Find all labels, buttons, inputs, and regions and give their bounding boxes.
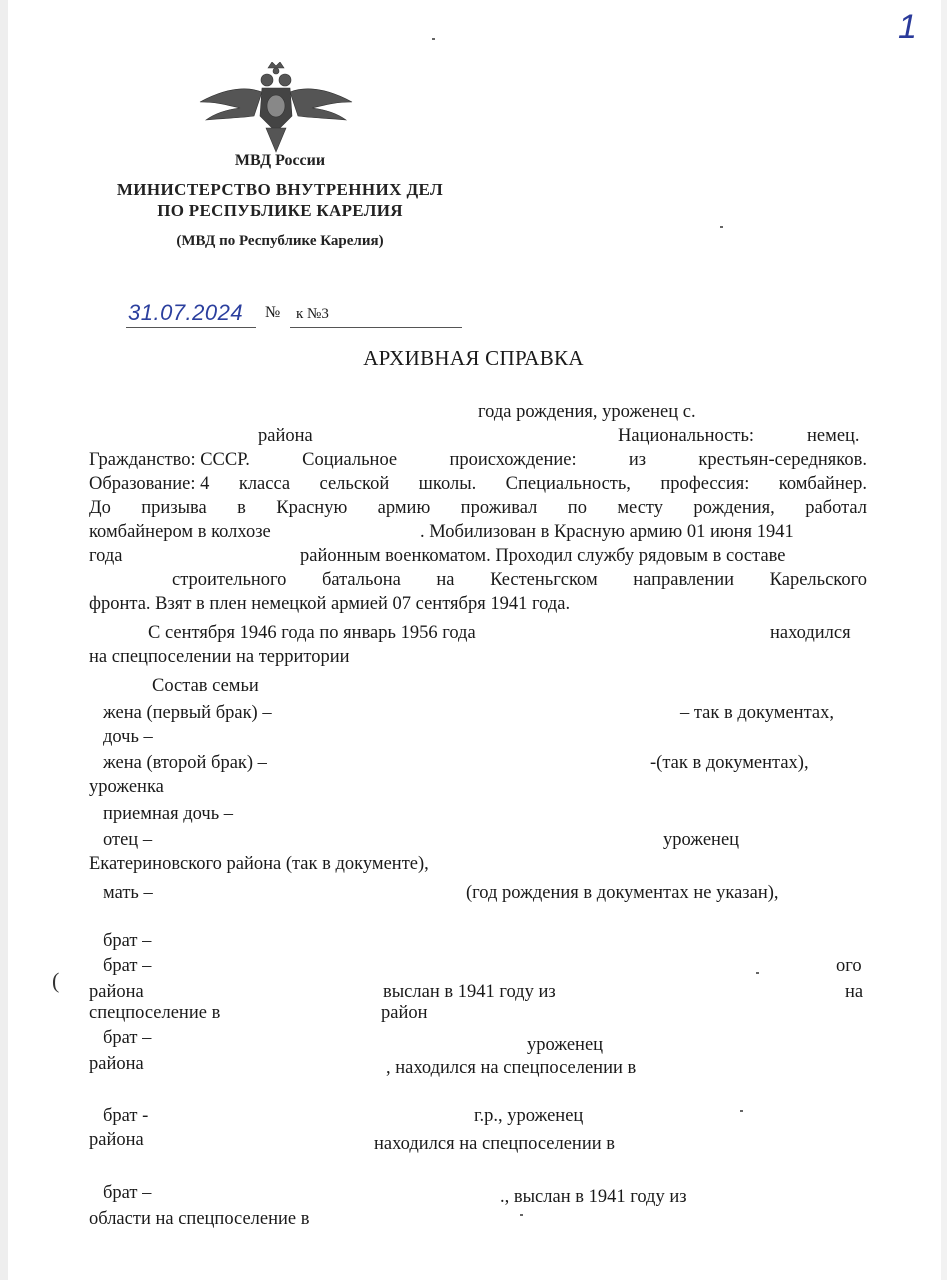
body-word: До [89, 498, 111, 518]
body-line-2a: района [258, 426, 313, 446]
scan-speck [756, 972, 759, 974]
body-line-8 [172, 569, 867, 591]
body-line-3 [89, 449, 867, 471]
body-line-7b: районным военкоматом. Проходил службу рядовым в составе [300, 546, 786, 566]
body-word: Карельского [769, 570, 867, 590]
page-number: 1 [898, 8, 917, 46]
family-heading: Состав семьи [152, 676, 259, 696]
body-word: по [567, 498, 587, 518]
scan-speck [432, 38, 435, 40]
body-line-6b: . Мобилизован в Красную армию 01 июня 1941 [420, 522, 794, 542]
family-wife-2-origin: уроженка [89, 777, 164, 797]
body-line-2c: немец. [807, 426, 860, 446]
body-word: профессия: [660, 474, 750, 494]
body-word: строительного [172, 570, 287, 590]
body-word: Гражданство: СССР. [89, 450, 250, 470]
header-line-1: МВД России [234, 152, 326, 169]
body-line-7a: года [89, 546, 123, 566]
family-brother-3-origin: уроженец [527, 1035, 604, 1055]
eagle-emblem-icon [196, 62, 356, 154]
body-word: рождения, [693, 498, 775, 518]
body-line-9: фронта. Взят в плен немецкой армией 07 сентября 1941 года. [89, 594, 571, 614]
body-word: Социальное [302, 450, 398, 470]
family-father-origin: уроженец [663, 830, 740, 850]
body-word: сельской [319, 474, 390, 494]
family-wife-1: жена (первый брак) – [103, 703, 272, 723]
family-brother-1: брат – [103, 931, 152, 951]
family-wife-1-note: – так в документах, [680, 703, 834, 723]
family-father-district: Екатериновского района (так в документе), [89, 854, 429, 874]
header-line-3: ПО РЕСПУБЛИКЕ КАРЕЛИЯ [157, 201, 403, 220]
body-line-5 [89, 497, 867, 519]
body-word: призыва [141, 498, 207, 518]
body-word: в [237, 498, 246, 518]
body-word: из [628, 450, 647, 470]
family-wife-2: жена (второй брак) – [103, 753, 267, 773]
body-line-2b: Национальность: [618, 426, 755, 446]
date-underline [126, 327, 256, 328]
family-adopted-daughter: приемная дочь – [103, 804, 234, 824]
reference-underline [290, 327, 462, 328]
scan-speck [520, 1214, 523, 1216]
body-word: на [436, 570, 455, 590]
family-brother-4-district: района [89, 1130, 144, 1150]
header-line-4: (МВД по Республике Карелия) [176, 233, 384, 249]
body-word: Специальность, [505, 474, 631, 494]
number-sign: № [265, 304, 281, 321]
family-brother-3: брат – [103, 1028, 152, 1048]
family-mother-note: (год рождения в документах не указан), [466, 883, 779, 903]
scan-speck [740, 1110, 743, 1112]
reference-number: к №3 [296, 306, 329, 322]
handwritten-date: 31.07.2024 [128, 300, 244, 325]
family-brother-5: брат – [103, 1183, 152, 1203]
family-brother-2-district: района [89, 982, 144, 1002]
family-mother: мать – [103, 883, 153, 903]
family-brother-2-settlement: спецпоселение в [89, 1003, 221, 1023]
family-brother-2-exiled: выслан в 1941 году из [383, 982, 556, 1002]
body-word: крестьян-середняков. [698, 450, 867, 470]
family-brother-5-settlement: области на спецпоселение в [89, 1209, 310, 1229]
body-word: школы. [418, 474, 477, 494]
body-line-10b: находился [770, 623, 851, 643]
header-line-2: МИНИСТЕРСТВО ВНУТРЕННИХ ДЕЛ [116, 180, 444, 199]
body-line-4 [89, 473, 867, 495]
body-line-1: года рождения, уроженец с. [478, 402, 696, 422]
family-brother-2-to: на [845, 982, 864, 1002]
family-daughter: дочь – [103, 727, 153, 747]
family-brother-4: брат - [103, 1106, 149, 1126]
document-title: АРХИВНАЯ СПРАВКА [363, 346, 584, 370]
body-word: Образование: 4 [89, 474, 210, 494]
scan-mark: ( [52, 968, 60, 993]
scan-left-edge [0, 0, 8, 1280]
body-word: Красную [276, 498, 348, 518]
body-line-10a: С сентября 1946 года по январь 1956 года [148, 623, 476, 643]
body-word: комбайнер. [778, 474, 867, 494]
family-brother-4-origin: г.р., уроженец [474, 1106, 584, 1126]
body-word: работал [805, 498, 867, 518]
body-word: Кестеньгском [490, 570, 598, 590]
body-line-6a: комбайнером в колхозе [89, 522, 271, 542]
family-brother-2: брат – [103, 956, 152, 976]
scan-speck [720, 226, 723, 228]
body-word: армию [377, 498, 431, 518]
scan-right-edge [941, 0, 947, 1280]
family-brother-2-region: район [381, 1003, 428, 1023]
body-word: направлении [633, 570, 735, 590]
family-brother-5-exiled: ., выслан в 1941 году из [500, 1187, 687, 1207]
body-word: класса [238, 474, 291, 494]
body-word: батальона [321, 570, 401, 590]
family-brother-4-settlement: находился на спецпоселении в [374, 1134, 615, 1154]
body-word: проживал [460, 498, 538, 518]
family-brother-3-settlement: , находился на спецпоселении в [386, 1058, 637, 1078]
family-brother-3-district: района [89, 1054, 144, 1074]
family-wife-2-note: -(так в документах), [650, 753, 809, 773]
body-word: происхождение: [449, 450, 577, 470]
body-line-11: на спецпоселении на территории [89, 647, 350, 667]
body-word: месту [617, 498, 664, 518]
family-father: отец – [103, 830, 153, 850]
family-brother-2-tail: ого [836, 956, 862, 976]
